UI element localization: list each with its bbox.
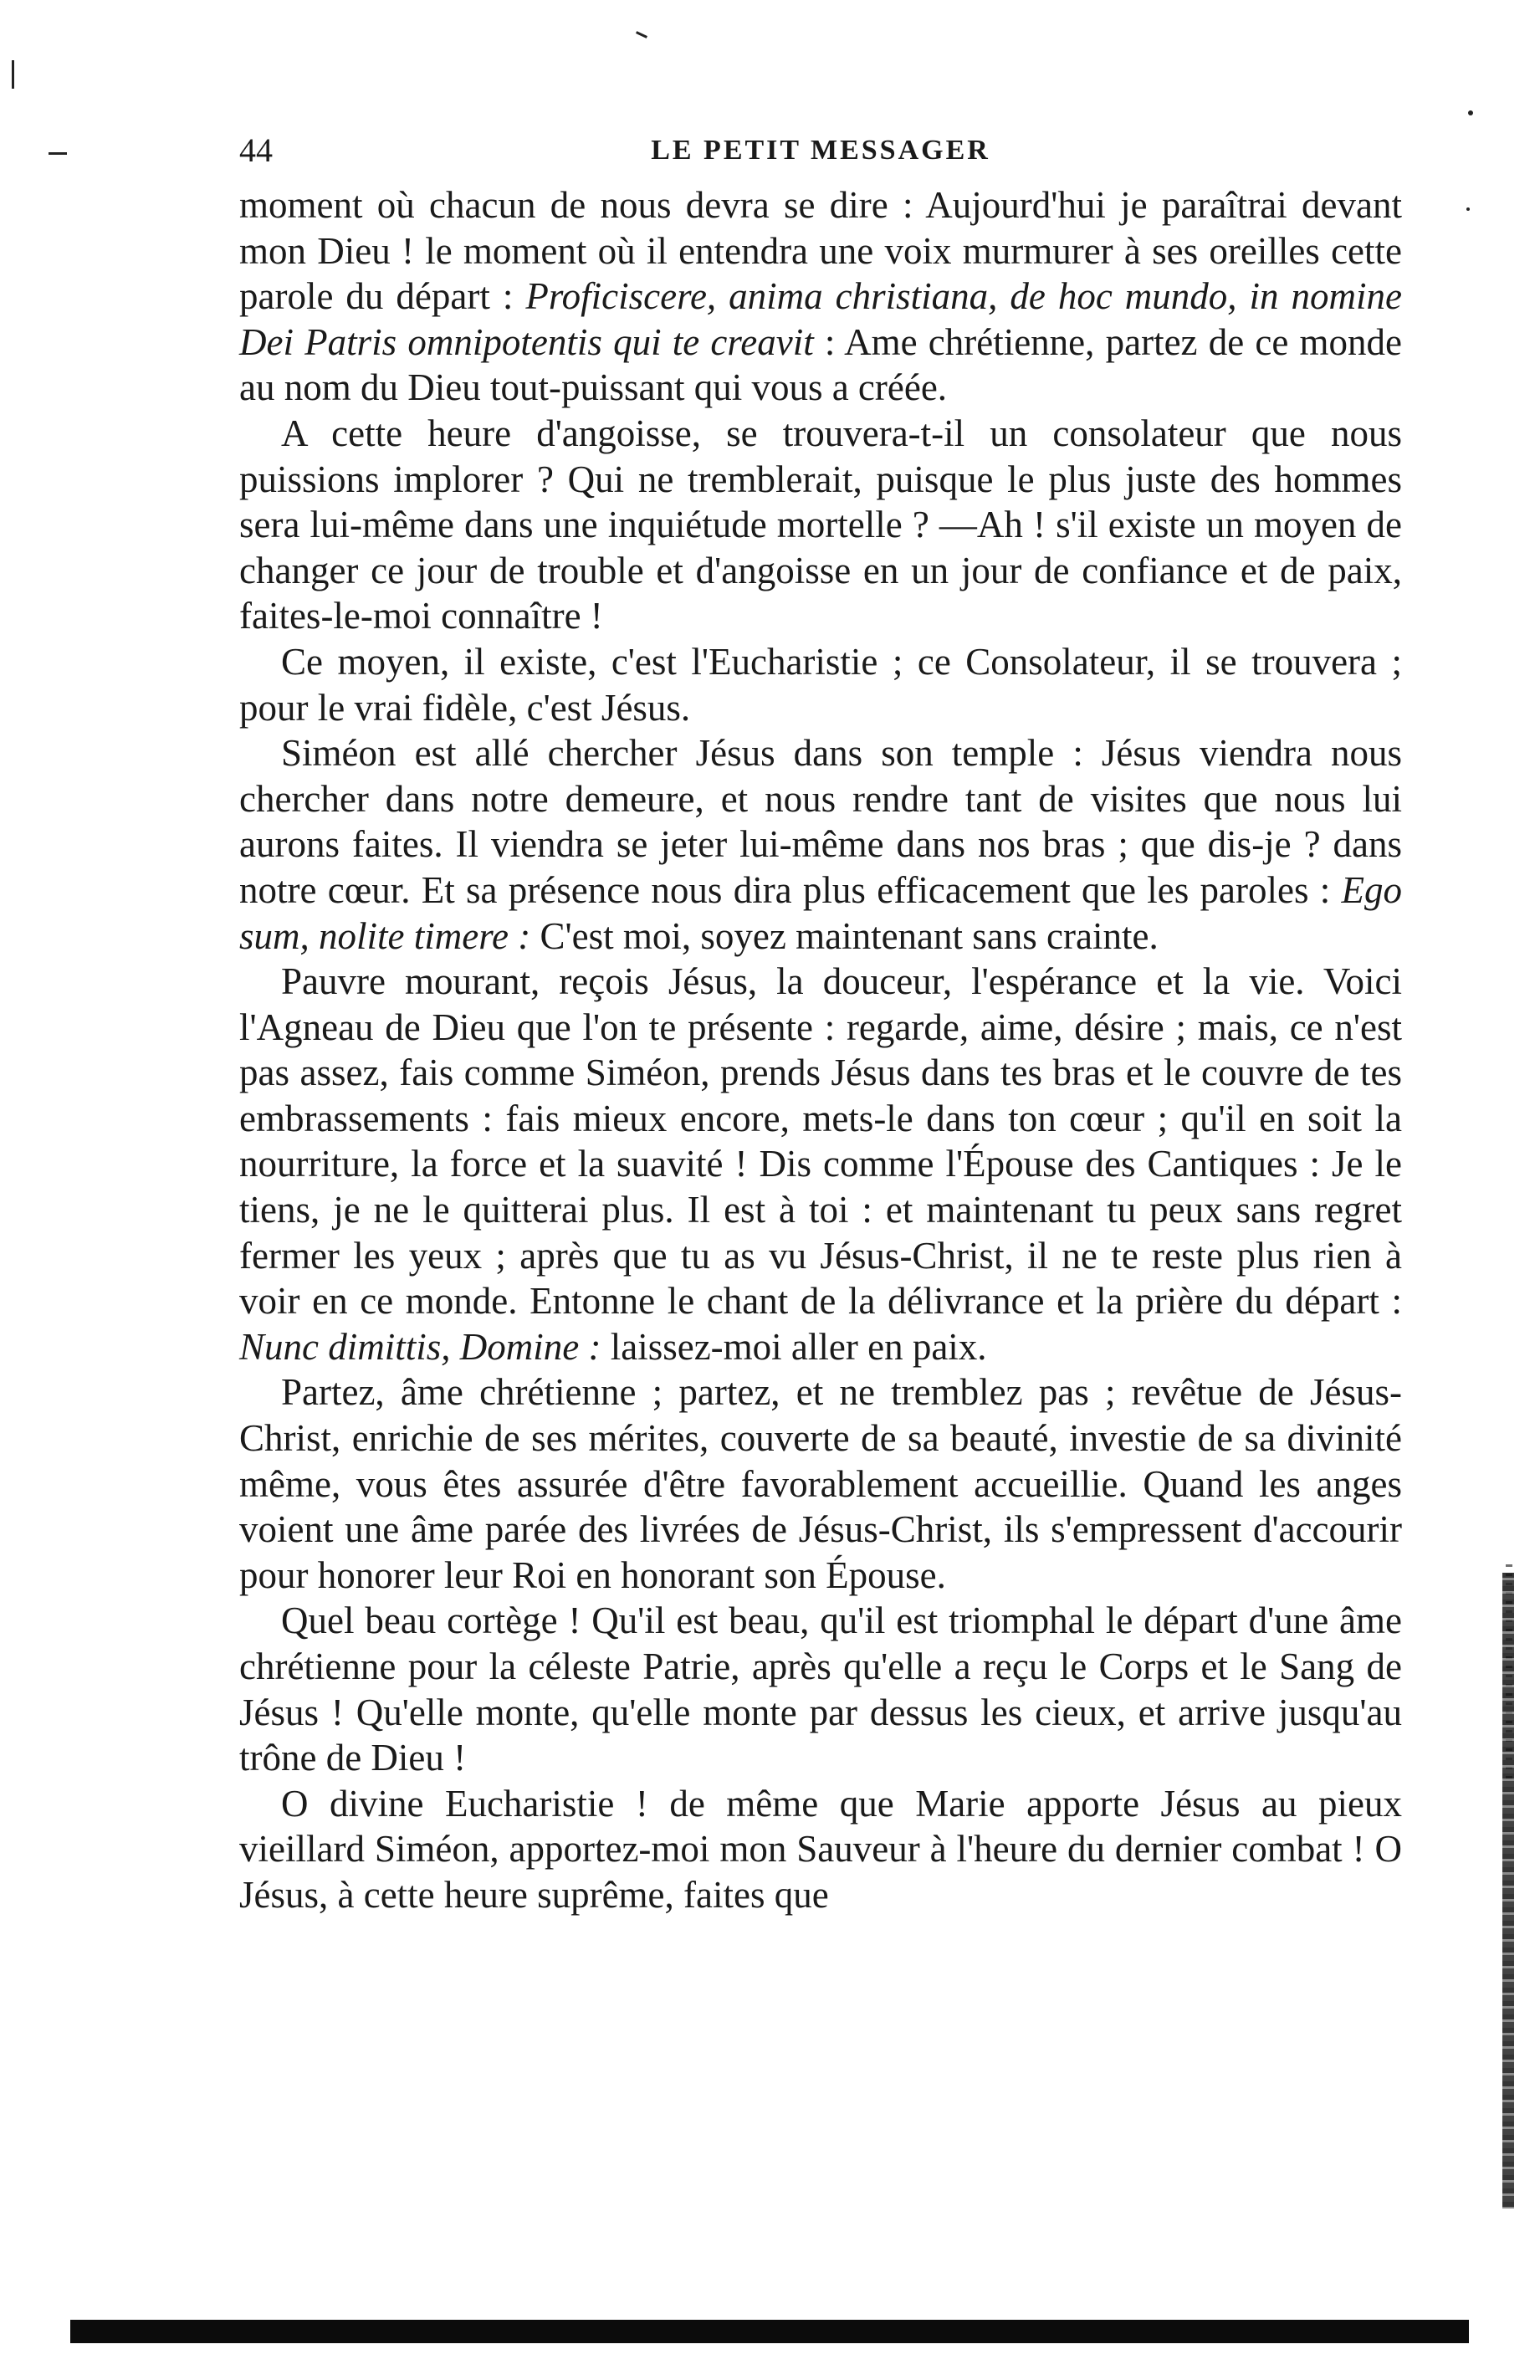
text-run: A cette heure d'angoisse, se trouvera-t-il un consolateur que nous puissions implorer ? Qui ne tremblerait, puisque le plus juste des hommes sera lui-même dans une inquiétude mortelle ? —Ah ! s'il existe un moyen de changer ce jour de trouble et d'angoisse en un jour de confiance et de paix, faites-le-moi connaître ! [239, 412, 1402, 637]
text-run: moment où chacun de nous devra se dire : Aujourd'hui je paraîtrai devant mon Dieu ! le moment où il entendra une voix murmurer à ses oreilles cette parole du départ : [239, 184, 1402, 318]
text-run: : Ame chrétienne, partez de ce monde au nom du Dieu tout-puissant qui vous a créée. [239, 320, 1402, 409]
paragraph [239, 959, 1402, 1369]
text-run: Ce moyen, il existe, c'est l'Eucharistie ; ce Consolateur, il se trouvera ; pour le vrai fidèle, c'est Jésus. [239, 640, 1402, 729]
paragraph [239, 1369, 1402, 1598]
scan-speck [636, 31, 647, 38]
running-title: LE PETIT MESSAGER [651, 135, 990, 166]
paragraph [239, 730, 1402, 959]
scan-speck [12, 60, 14, 89]
latin-quotation: Proficiscere, anima christiana, de hoc mundo, in nomine Dei Patris omnipotentis qui te creavit [239, 275, 1402, 363]
scan-edge [1502, 1573, 1514, 2209]
scan-speck [1466, 207, 1470, 211]
scan-speck [49, 152, 67, 155]
paragraph [239, 1598, 1402, 1780]
paragraph [239, 1781, 1402, 1918]
text-run: Siméon est allé chercher Jésus dans son temple : Jésus viendra nous chercher dans notre demeure, et nous rendre tant de visites que nous lui aurons faites. Il viendra se jeter lui-même dans nos bras ; que dis-je ? dans notre cœur. Et sa présence nous dira plus efficacement que les paroles : [239, 732, 1402, 911]
paragraph [239, 639, 1402, 730]
paragraph [239, 182, 1402, 411]
text-run: C'est moi, soyez maintenant sans crainte. [530, 914, 1159, 957]
text-run: Partez, âme chrétienne ; partez, et ne tremblez pas ; revêtue de Jésus-Christ, enrichie de ses mérites, couverte de sa beauté, investie de sa divinité même, vous êtes assurée d'être favorablement accueillie. Quand les anges voient une âme parée des livrées de Jésus-Christ, ils s'empressent d'accourir pour honorer leur Roi en honorant son Épouse. [239, 1371, 1402, 1596]
paragraph [239, 411, 1402, 639]
text-run: Pauvre mourant, reçois Jésus, la douceur, l'espérance et la vie. Voici l'Agneau de Dieu que l'on te présente : regarde, aime, désire ; mais, ce n'est pas assez, fais comme Siméon, prends Jésus dans tes bras et le couvre de tes embrassements : fais mieux encore, mets-le dans ton cœur ; qu'il en soit la nourriture, la force et la suavité ! Dis comme l'Épouse des Cantiques : Je le tiens, je ne le quitterai plus. Il est à toi : et maintenant tu peux sans regret fermer les yeux ; après que tu as vu Jésus-Christ, il ne te reste plus rien à voir en ce monde. Entonne le chant de la délivrance et la prière du départ : [239, 960, 1402, 1323]
latin-quotation: Ego sum, nolite timere : [239, 868, 1402, 957]
latin-quotation: Nunc dimittis, Domine : [239, 1325, 601, 1368]
running-head [239, 125, 1402, 176]
body-text [239, 182, 1402, 1918]
text-run: Quel beau cortège ! Qu'il est beau, qu'il est triomphal le départ d'une âme chrétienne pour la céleste Patrie, après qu'elle a reçu le Corps et le Sang de Jésus ! Qu'elle monte, qu'elle monte par dessus les cieux, et arrive jusqu'au trône de Dieu ! [239, 1599, 1402, 1779]
text-run: O divine Eucharistie ! de même que Marie apporte Jésus au pieux vieillard Siméon, apportez-moi mon Sauveur à l'heure du dernier combat ! O Jésus, à cette heure suprême, faites que [239, 1782, 1402, 1916]
page-number: 44 [239, 131, 273, 169]
scan-border [70, 2320, 1469, 2343]
text-run: laissez-moi aller en paix. [601, 1325, 987, 1368]
scan-speck [1468, 110, 1473, 115]
